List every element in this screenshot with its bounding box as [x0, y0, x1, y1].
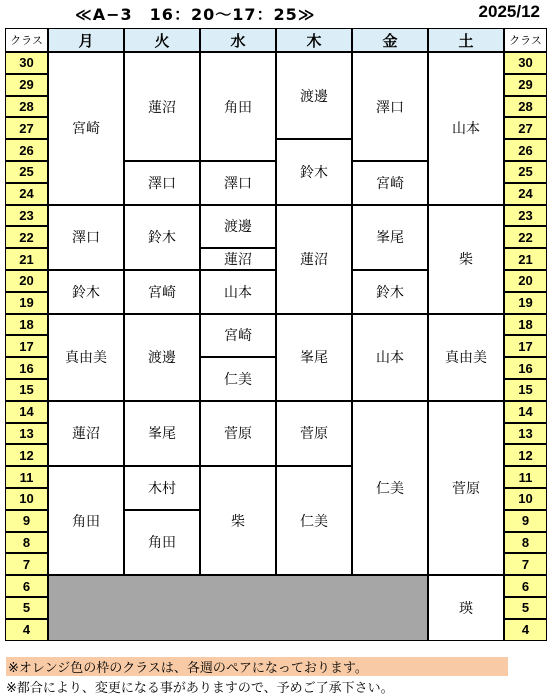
level-right-26: 26	[504, 139, 547, 161]
level-right-28: 28	[504, 96, 547, 118]
lesson-fri-23: 峯尾	[352, 205, 428, 270]
level-left-13: 13	[5, 423, 48, 445]
level-left-16: 16	[5, 357, 48, 379]
level-right-6: 6	[504, 575, 547, 597]
level-left-27: 27	[5, 117, 48, 139]
level-right-8: 8	[504, 532, 547, 554]
lesson-wed-20: 山本	[200, 270, 276, 314]
lesson-thu-23: 蓮沼	[276, 205, 352, 314]
level-right-14: 14	[504, 401, 547, 423]
level-left-21: 21	[5, 248, 48, 270]
day-header-thu: 木	[276, 28, 352, 52]
level-right-24: 24	[504, 183, 547, 205]
level-left-14: 14	[5, 401, 48, 423]
level-right-7: 7	[504, 553, 547, 575]
lesson-sat-18: 真由美	[428, 314, 504, 401]
blocked-area	[48, 575, 428, 640]
level-right-21: 21	[504, 248, 547, 270]
level-left-4: 4	[5, 619, 48, 641]
level-left-20: 20	[5, 270, 48, 292]
level-right-12: 12	[504, 444, 547, 466]
level-right-9: 9	[504, 510, 547, 532]
level-right-27: 27	[504, 117, 547, 139]
lesson-tue-23: 鈴木	[124, 205, 200, 270]
lesson-sat-14: 菅原	[428, 401, 504, 575]
lesson-fri-20: 鈴木	[352, 270, 428, 314]
level-right-10: 10	[504, 488, 547, 510]
day-header-wed: 水	[200, 28, 276, 52]
lesson-tue-9: 角田	[124, 510, 200, 575]
level-right-22: 22	[504, 226, 547, 248]
level-right-15: 15	[504, 379, 547, 401]
year-month: 2025/12	[478, 2, 540, 21]
lesson-sat-30: 山本	[428, 52, 504, 205]
level-left-18: 18	[5, 314, 48, 336]
note-orange: ※オレンジ色の枠のクラスは、各週のペアになっております。	[6, 657, 508, 676]
lesson-wed-30: 角田	[200, 52, 276, 161]
level-left-12: 12	[5, 444, 48, 466]
level-left-22: 22	[5, 226, 48, 248]
lesson-fri-25: 宮崎	[352, 161, 428, 205]
lesson-mon-11: 角田	[48, 466, 124, 575]
lesson-tue-18: 渡邊	[124, 314, 200, 401]
level-left-23: 23	[5, 205, 48, 227]
day-header-fri: 金	[352, 28, 428, 52]
level-left-25: 25	[5, 161, 48, 183]
lesson-fri-30: 澤口	[352, 52, 428, 161]
level-right-30: 30	[504, 52, 547, 74]
lesson-thu-14: 菅原	[276, 401, 352, 466]
lesson-mon-14: 蓮沼	[48, 401, 124, 466]
lesson-mon-18: 真由美	[48, 314, 124, 401]
lesson-sat-23: 柴	[428, 205, 504, 314]
lesson-thu-26: 鈴木	[276, 139, 352, 204]
level-left-30: 30	[5, 52, 48, 74]
level-left-9: 9	[5, 510, 48, 532]
level-right-23: 23	[504, 205, 547, 227]
level-right-17: 17	[504, 335, 547, 357]
lesson-tue-30: 蓮沼	[124, 52, 200, 161]
class-header-left: クラス	[5, 28, 48, 52]
lesson-tue-20: 宮崎	[124, 270, 200, 314]
level-left-11: 11	[5, 466, 48, 488]
lesson-mon-20: 鈴木	[48, 270, 124, 314]
lesson-wed-14: 菅原	[200, 401, 276, 466]
level-left-19: 19	[5, 292, 48, 314]
lesson-mon-23: 澤口	[48, 205, 124, 270]
lesson-wed-18: 宮崎	[200, 314, 276, 358]
lesson-fri-14: 仁美	[352, 401, 428, 575]
day-header-mon: 月	[48, 28, 124, 52]
level-right-11: 11	[504, 466, 547, 488]
lesson-mon-30: 宮崎	[48, 52, 124, 205]
level-left-15: 15	[5, 379, 48, 401]
level-right-5: 5	[504, 597, 547, 619]
level-right-20: 20	[504, 270, 547, 292]
level-left-6: 6	[5, 575, 48, 597]
lesson-wed-16: 仁美	[200, 357, 276, 401]
class-header-right: クラス	[504, 28, 547, 52]
level-right-4: 4	[504, 619, 547, 641]
note-change: ※都合により、変更になる事がありますので、予めご了承下さい。	[6, 681, 394, 696]
level-right-19: 19	[504, 292, 547, 314]
lesson-tue-11: 木村	[124, 466, 200, 510]
level-left-7: 7	[5, 553, 48, 575]
level-left-8: 8	[5, 532, 48, 554]
level-left-24: 24	[5, 183, 48, 205]
lesson-tue-25: 澤口	[124, 161, 200, 205]
level-left-29: 29	[5, 74, 48, 96]
lesson-wed-25: 澤口	[200, 161, 276, 205]
level-left-26: 26	[5, 139, 48, 161]
lesson-wed-21: 蓮沼	[200, 248, 276, 270]
schedule-title: ≪A−3 16：20〜17：25≫	[75, 5, 316, 24]
lesson-thu-11: 仁美	[276, 466, 352, 575]
level-left-17: 17	[5, 335, 48, 357]
day-header-sat: 土	[428, 28, 504, 52]
level-right-16: 16	[504, 357, 547, 379]
lesson-thu-18: 峯尾	[276, 314, 352, 401]
level-right-18: 18	[504, 314, 547, 336]
lesson-sat-6: 瑛	[428, 575, 504, 640]
level-right-13: 13	[504, 423, 547, 445]
lesson-thu-30: 渡邊	[276, 52, 352, 139]
lesson-wed-23: 渡邊	[200, 205, 276, 249]
lesson-fri-18: 山本	[352, 314, 428, 401]
lesson-tue-14: 峯尾	[124, 401, 200, 466]
day-header-tue: 火	[124, 28, 200, 52]
lesson-wed-11: 柴	[200, 466, 276, 575]
level-right-29: 29	[504, 74, 547, 96]
level-left-10: 10	[5, 488, 48, 510]
level-left-28: 28	[5, 96, 48, 118]
level-left-5: 5	[5, 597, 48, 619]
level-right-25: 25	[504, 161, 547, 183]
